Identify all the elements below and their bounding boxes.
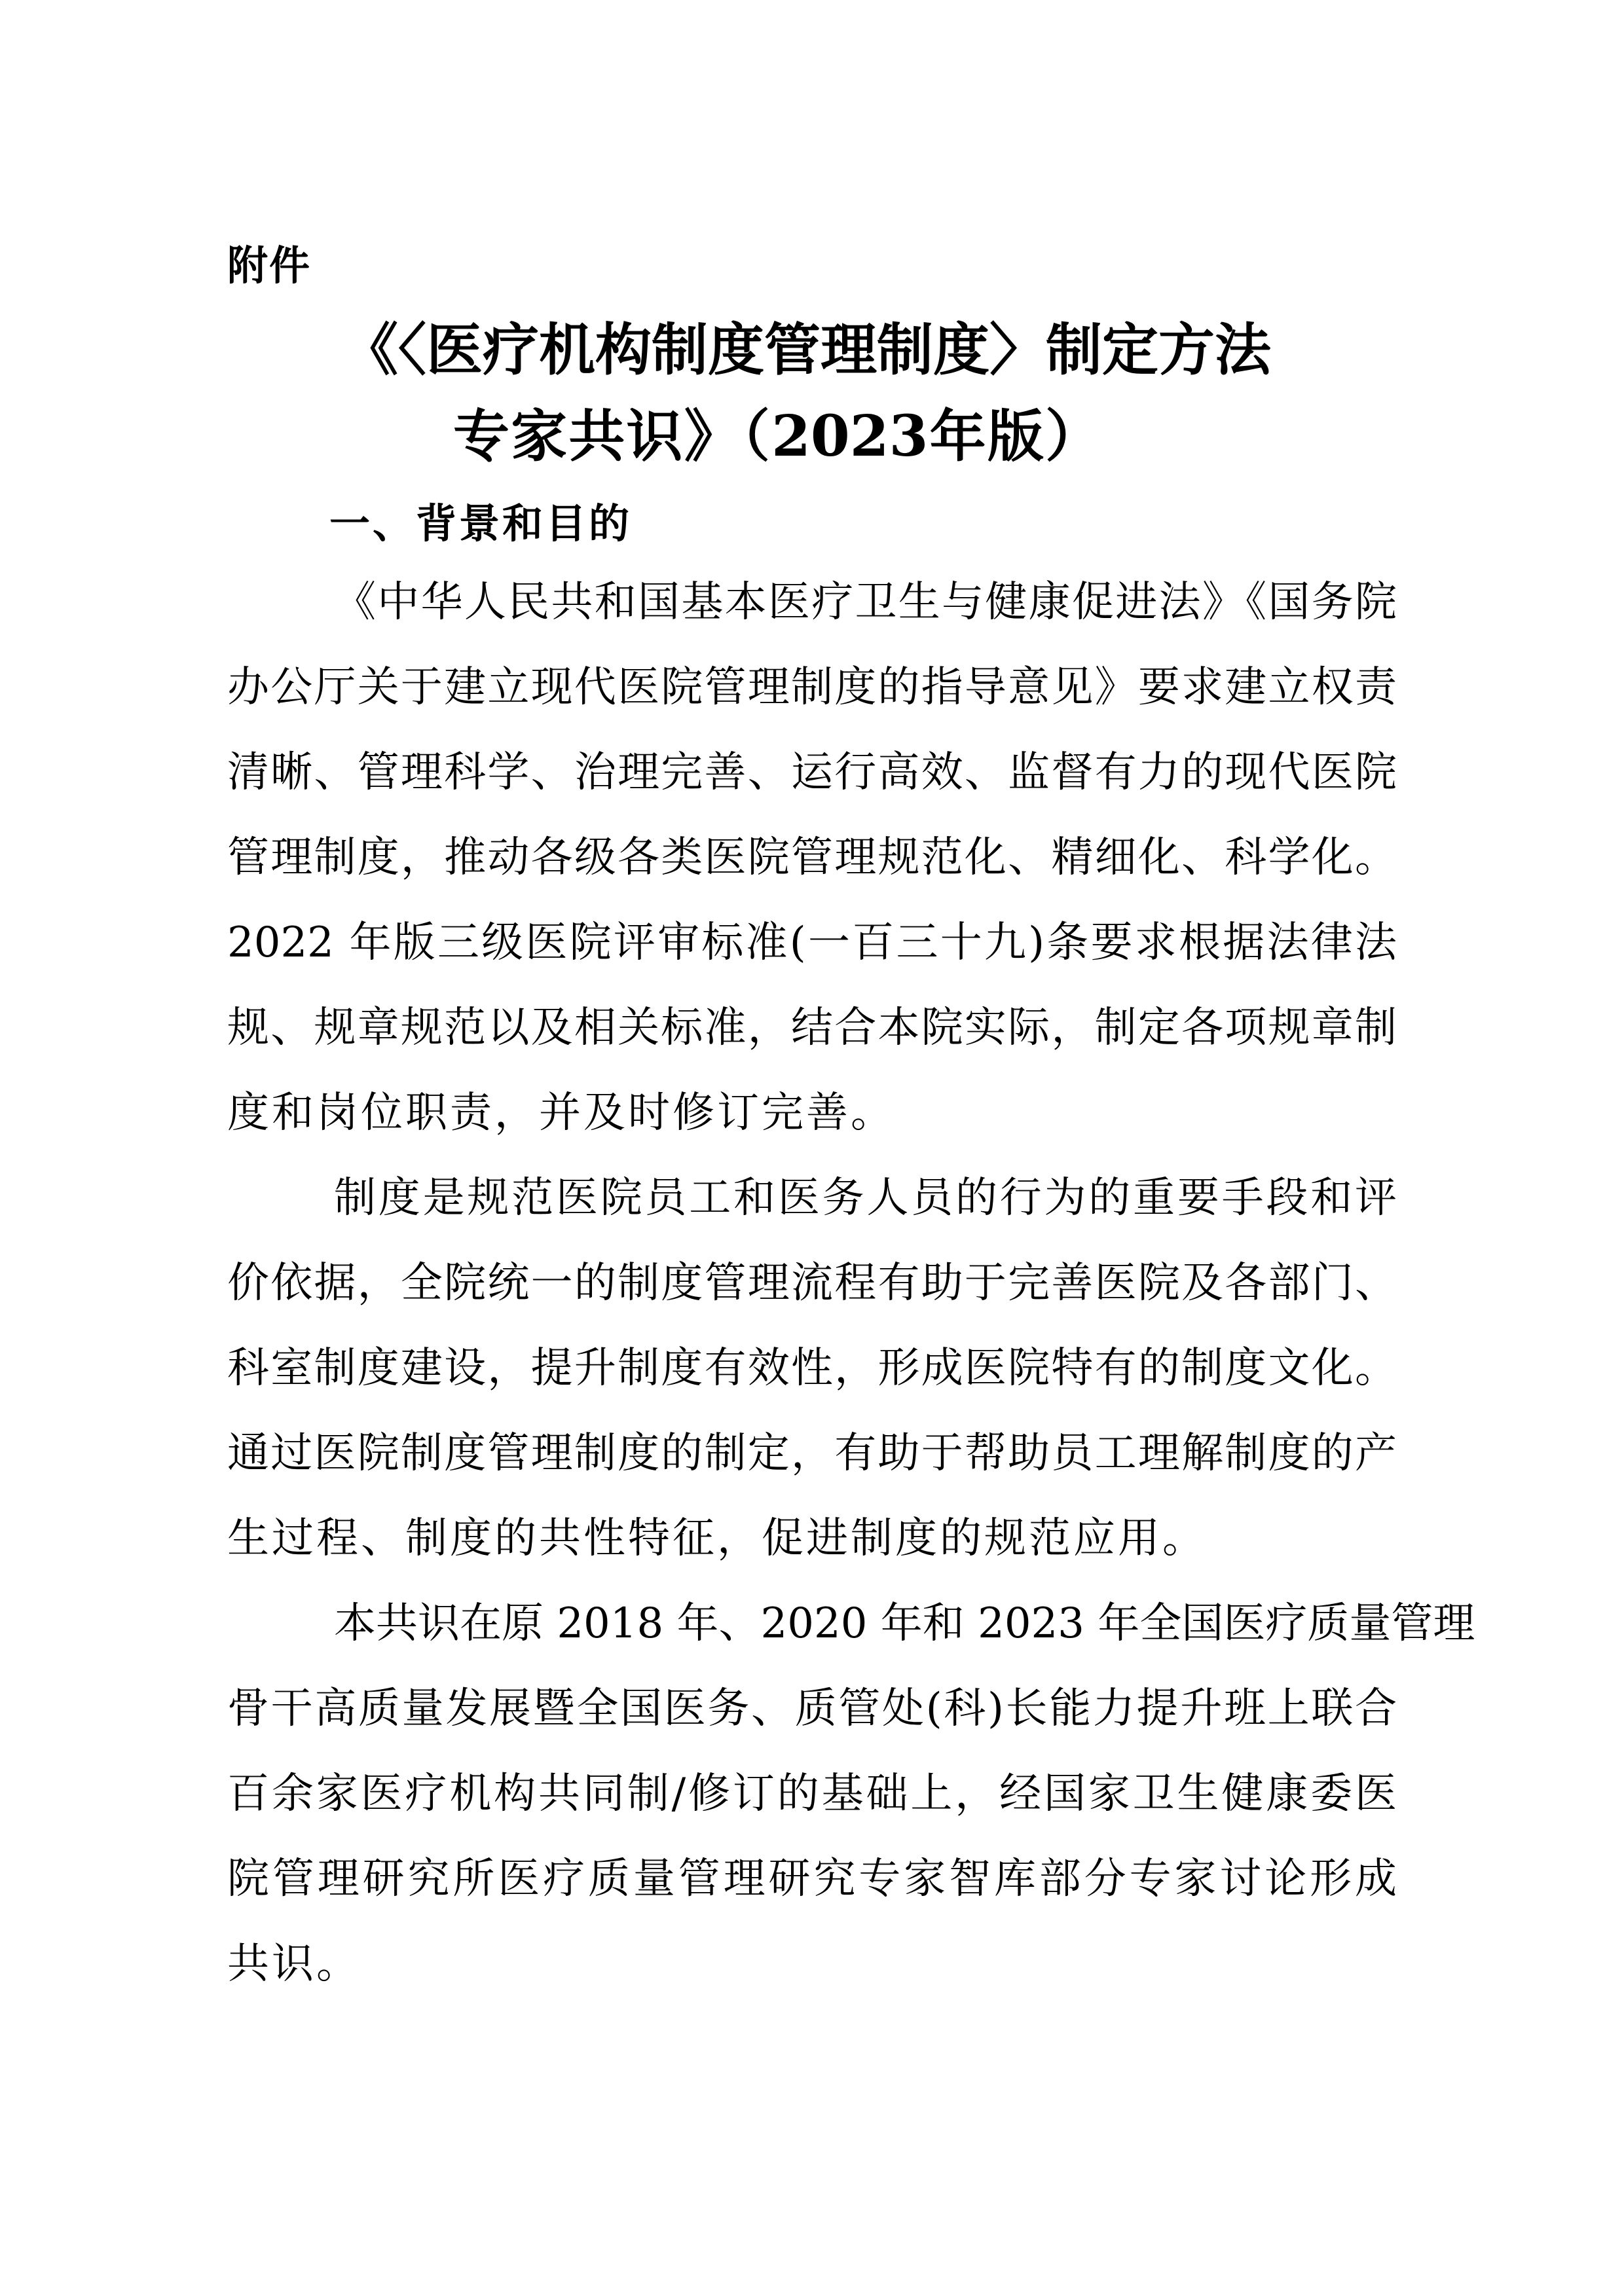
attachment-label: 附件 <box>227 242 312 289</box>
title-line-1: 《〈医疗机构制度管理制度〉制定方法 <box>342 317 1271 383</box>
paragraph-3-line: 共识。 <box>227 1940 361 1988</box>
paragraph-1-line: 度和岗位职责，并及时修订完善。 <box>227 1089 895 1137</box>
paragraph-3-line: 院管理研究所医疗质量管理研究专家智库部分专家讨论形成 <box>227 1855 1397 1903</box>
paragraph-3-line: 百余家医疗机构共同制/修订的基础上，经国家卫生健康委医 <box>227 1770 1397 1818</box>
paragraph-1-line: 2022 年版三级医院评审标准(一百三十九)条要求根据法律法 <box>227 919 1397 967</box>
paragraph-2-line: 价依据，全院统一的制度管理流程有助于完善医院及各部门、 <box>227 1259 1397 1307</box>
paragraph-3-line: 本共识在原 2018 年、2020 年和 2023 年全国医疗质量管理 <box>334 1599 1475 1648</box>
paragraph-1-line: 管理制度，推动各级各类医院管理规范化、精细化、科学化。 <box>227 833 1397 882</box>
section-heading: 一、背景和目的 <box>329 500 633 547</box>
paragraph-2-line: 制度是规范医院员工和医务人员的行为的重要手段和评 <box>334 1174 1397 1222</box>
paragraph-2-line: 通过医院制度管理制度的制定，有助于帮助员工理解制度的产 <box>227 1429 1397 1478</box>
paragraph-2-line: 科室制度建设，提升制度有效性，形成医院特有的制度文化。 <box>227 1344 1397 1393</box>
paragraph-1-line: 办公厅关于建立现代医院管理制度的指导意见》要求建立权责 <box>227 663 1397 712</box>
paragraph-2-line: 生过程、制度的共性特征，促进制度的规范应用。 <box>227 1514 1207 1563</box>
paragraph-1-line: 清晰、管理科学、治理完善、运行高效、监督有力的现代医院 <box>227 748 1397 797</box>
paragraph-3-line: 骨干高质量发展暨全国医务、质管处(科)长能力提升班上联合 <box>227 1685 1397 1733</box>
paragraph-1-line: 《中华人民共和国基本医疗卫生与健康促进法》《国务院 <box>334 578 1397 627</box>
title-line-2: 专家共识》（2023年版） <box>453 403 1101 469</box>
paragraph-1-line: 规、规章规范以及相关标准，结合本院实际，制定各项规章制 <box>227 1004 1397 1052</box>
